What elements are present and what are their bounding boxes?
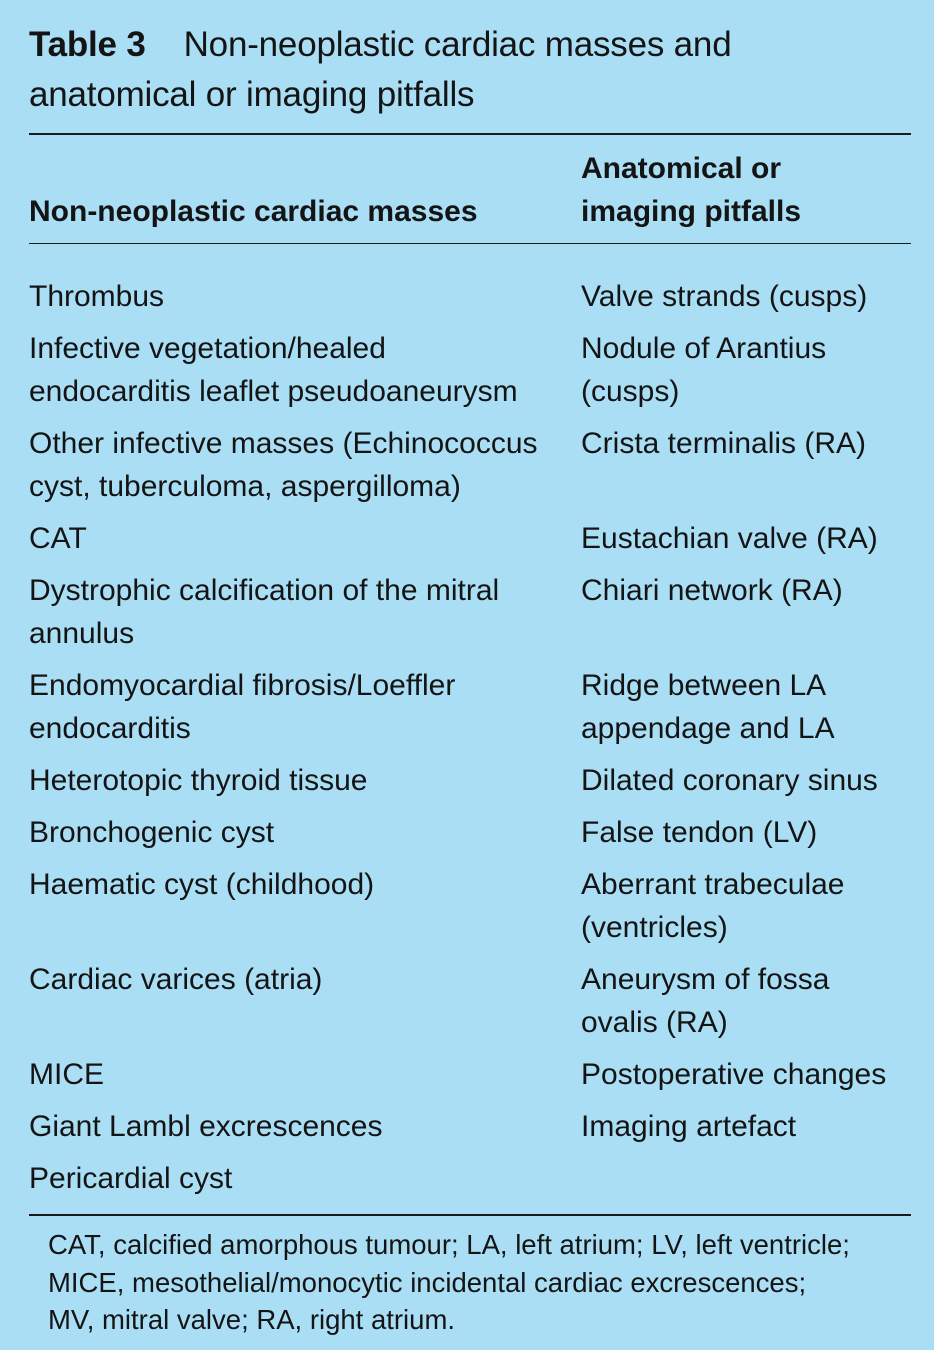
cell-pitfall: Postoperative changes bbox=[581, 1058, 887, 1091]
table-body bbox=[29, 244, 911, 1214]
cell-non-neoplastic-mass: CAT bbox=[29, 522, 87, 555]
table-title-text: Non-neoplastic cardiac masses and anatomical or imaging pitfalls bbox=[29, 25, 732, 114]
cell-non-neoplastic-mass: Pericardial cyst bbox=[29, 1162, 233, 1195]
table-row bbox=[29, 664, 911, 750]
cell-pitfall: Eustachian valve (RA) bbox=[581, 522, 878, 555]
cell-pitfall: Chiari network (RA) bbox=[581, 574, 843, 607]
table-header-row bbox=[29, 135, 911, 243]
cell-non-neoplastic-mass: Thrombus bbox=[29, 280, 165, 313]
cell-pitfall: False tendon (LV) bbox=[581, 816, 818, 849]
cell-non-neoplastic-mass: Heterotopic thyroid tissue bbox=[29, 764, 368, 797]
table-row bbox=[29, 811, 911, 854]
column-header-pitfalls: Anatomical or imaging pitfalls bbox=[581, 152, 802, 228]
column-header-non-neoplastic: Non-neoplastic cardiac masses bbox=[29, 195, 478, 228]
table-row bbox=[29, 569, 911, 655]
cell-pitfall: Nodule of Arantius (cusps) bbox=[581, 332, 827, 408]
cell-pitfall: Aneurysm of fossa ovalis (RA) bbox=[581, 963, 830, 1039]
table-row bbox=[29, 1105, 911, 1148]
cell-pitfall: Crista terminalis (RA) bbox=[581, 427, 867, 460]
cell-non-neoplastic-mass: Infective vegetation/healed endocarditis leaflet pseudoaneurysm bbox=[29, 332, 518, 408]
table-row bbox=[29, 759, 911, 802]
cell-non-neoplastic-mass: MICE bbox=[29, 1058, 104, 1091]
table-label: Table 3 bbox=[29, 25, 146, 64]
table-row bbox=[29, 1053, 911, 1096]
cell-non-neoplastic-mass: Cardiac varices (atria) bbox=[29, 963, 323, 996]
cell-non-neoplastic-mass: Endomyocardial fibrosis/Loeffler endocarditis bbox=[29, 669, 456, 745]
table-row bbox=[29, 422, 911, 508]
cell-non-neoplastic-mass: Bronchogenic cyst bbox=[29, 816, 275, 849]
cell-pitfall bbox=[581, 1157, 911, 1200]
table-footnote: CAT, calcified amorphous tumour; LA, left atrium; LV, left ventricle; MICE, mesothelial/monocytic incidental cardiac excrescences; MV, mitral valve; RA, right atrium. bbox=[48, 1229, 850, 1335]
table-row bbox=[29, 327, 911, 413]
table-title bbox=[29, 0, 911, 120]
cell-pitfall: Valve strands (cusps) bbox=[581, 280, 868, 313]
cell-non-neoplastic-mass: Other infective masses (Echinococcus cyst, tuberculoma, aspergilloma) bbox=[29, 427, 538, 503]
cell-pitfall: Imaging artefact bbox=[581, 1110, 797, 1143]
cell-non-neoplastic-mass: Dystrophic calcification of the mitral annulus bbox=[29, 574, 500, 650]
cell-pitfall: Aberrant trabeculae (ventricles) bbox=[581, 868, 845, 944]
cell-non-neoplastic-mass: Haematic cyst (childhood) bbox=[29, 868, 375, 901]
table-row bbox=[29, 517, 911, 560]
cell-pitfall: Ridge between LA appendage and LA bbox=[581, 669, 835, 745]
table-row bbox=[29, 958, 911, 1044]
table-row bbox=[29, 275, 911, 318]
table-row bbox=[29, 1157, 911, 1200]
table-row bbox=[29, 863, 911, 949]
cell-non-neoplastic-mass: Giant Lambl excrescences bbox=[29, 1110, 383, 1143]
cell-pitfall: Dilated coronary sinus bbox=[581, 764, 878, 797]
